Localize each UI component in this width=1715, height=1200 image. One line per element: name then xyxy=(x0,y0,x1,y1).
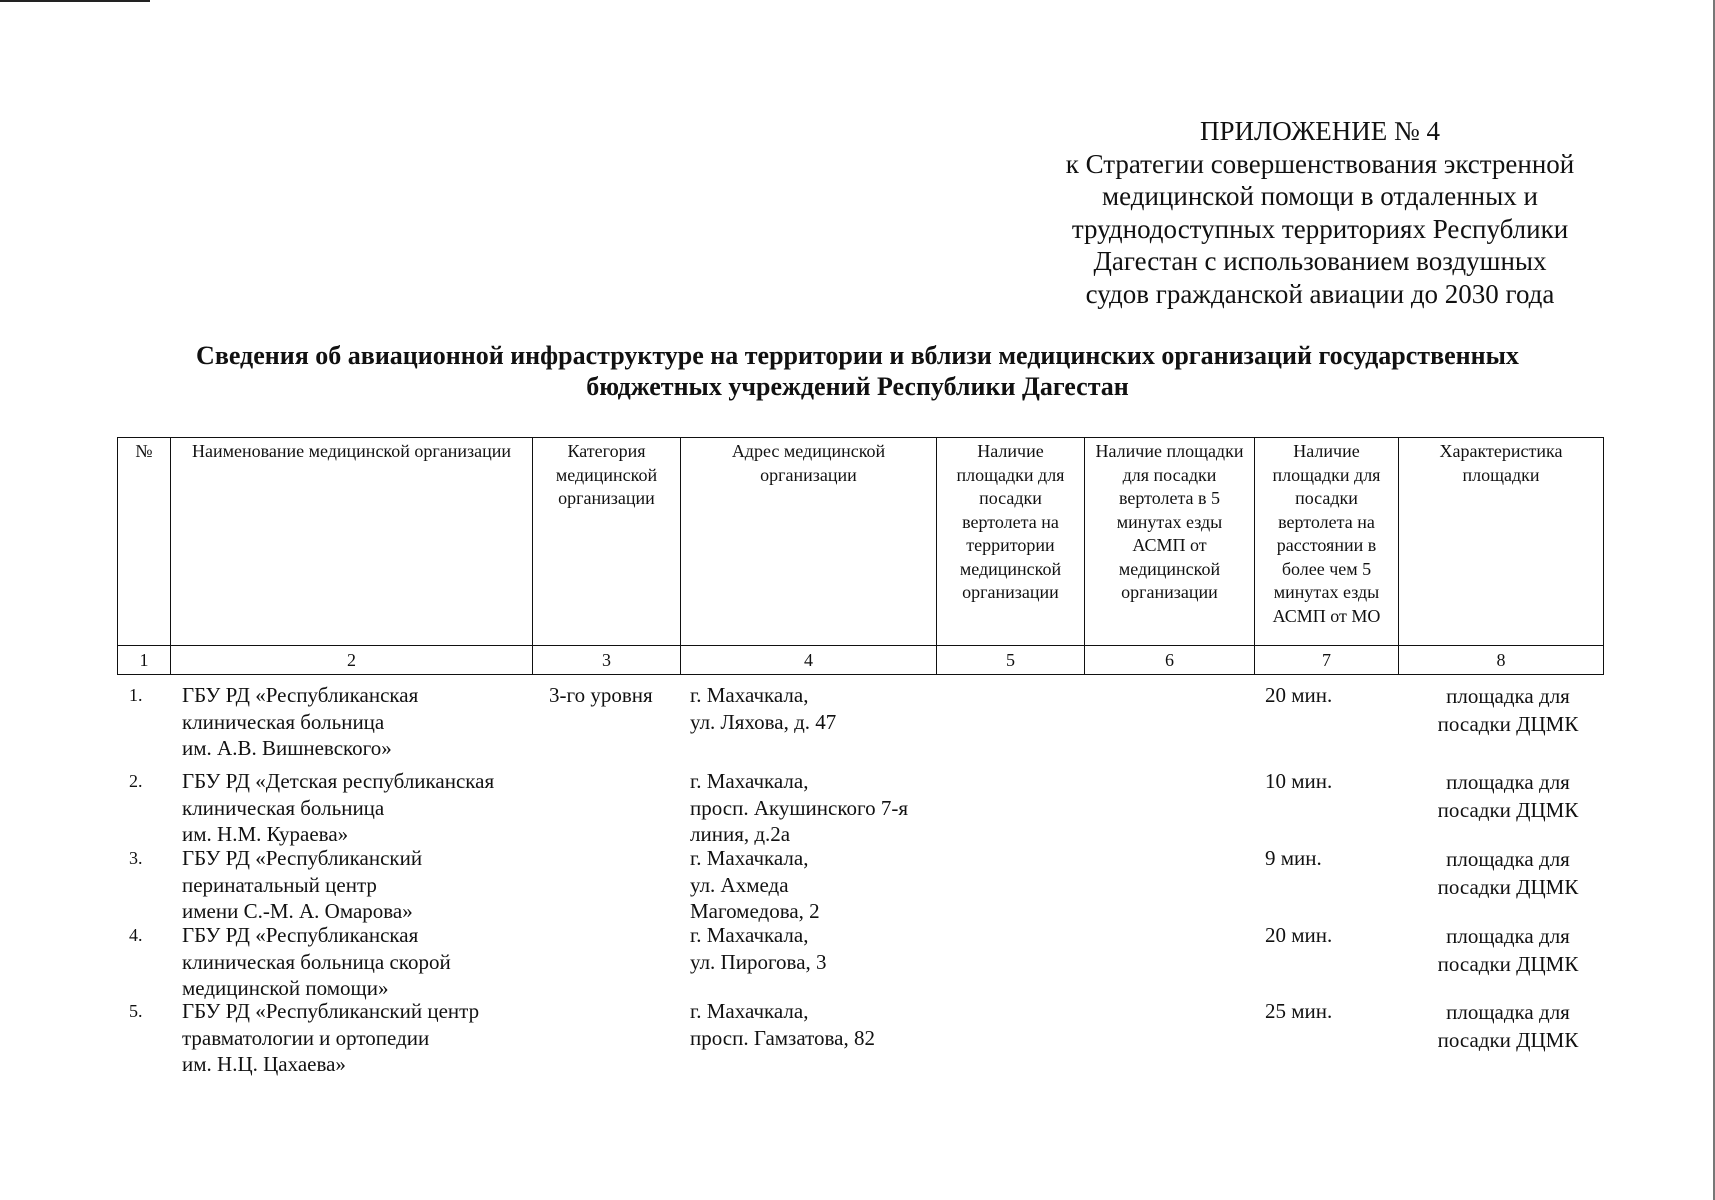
organization-address xyxy=(690,845,950,925)
row-number: 5. xyxy=(129,1001,143,1021)
organization-name-line: им. Н.Ц. Цахаева» xyxy=(182,1052,346,1076)
address-line: г. Махачкала, xyxy=(690,769,809,793)
document-title xyxy=(100,340,1615,402)
travel-time: 9 мин. xyxy=(1265,846,1322,870)
document-title-line-1: Сведения об авиационной инфраструктуре на территории и вблизи медицинских организаций государственных xyxy=(196,341,1519,370)
appendix-line: судов гражданской авиации до 2030 года xyxy=(1085,278,1555,309)
column-numbers-row xyxy=(118,646,1604,675)
appendix-line: к Стратегии совершенствования экстренной xyxy=(1065,148,1575,179)
column-number: 2 xyxy=(171,646,533,675)
address-line: просп. Гамзатова, 82 xyxy=(690,1025,875,1050)
travel-time: 10 мин. xyxy=(1265,769,1333,793)
organization-address xyxy=(690,768,950,848)
column-header-characteristic: Характеристика площадки xyxy=(1399,438,1604,646)
organization-name-line: медицинской помощи» xyxy=(182,976,389,1000)
row-number: 4. xyxy=(129,925,143,945)
column-header-address: Адрес медицинской организации xyxy=(681,438,937,646)
address-line: г. Махачкала, xyxy=(690,683,809,707)
organization-name-line: ГБУ РД «Республиканский центр xyxy=(182,999,480,1023)
travel-time: 20 мин. xyxy=(1265,683,1333,707)
organization-name-line: клиническая больница скорой xyxy=(182,949,451,974)
column-header-category: Категория медицинской организации xyxy=(533,438,681,646)
pad-characteristic xyxy=(1413,922,1603,978)
address-line: ул. Пирогова, 3 xyxy=(690,949,827,974)
column-header-name: Наименование медицинской организации xyxy=(171,438,533,646)
travel-time: 25 мин. xyxy=(1265,999,1333,1023)
characteristic-line: площадка для xyxy=(1446,847,1570,871)
organization-name-line: перинатальный центр xyxy=(182,872,377,897)
characteristic-line: площадка для xyxy=(1446,684,1570,708)
document-title-line-2: бюджетных учреждений Республики Дагестан xyxy=(586,372,1129,401)
pad-characteristic xyxy=(1413,845,1603,901)
appendix-header xyxy=(1020,115,1620,311)
characteristic-line: посадки ДЦМК xyxy=(1437,1028,1579,1052)
column-number: 5 xyxy=(937,646,1085,675)
organization-name-line: ГБУ РД «Республиканская xyxy=(182,683,419,707)
address-line: просп. Акушинского 7-я xyxy=(690,795,908,820)
pad-characteristic xyxy=(1413,998,1603,1054)
organization-name-line: имени С.-М. А. Омарова» xyxy=(182,899,413,923)
organization-name xyxy=(182,845,542,925)
characteristic-line: посадки ДЦМК xyxy=(1437,952,1579,976)
pad-characteristic xyxy=(1413,768,1603,824)
characteristic-line: площадка для xyxy=(1446,770,1570,794)
column-header-no: № xyxy=(118,438,171,646)
appendix-line: Дагестан с использованием воздушных xyxy=(1093,246,1547,277)
organization-name-line: им. Н.М. Кураева» xyxy=(182,822,349,846)
travel-time: 20 мин. xyxy=(1265,923,1333,947)
column-number: 4 xyxy=(681,646,937,675)
scan-edge-top xyxy=(0,0,150,2)
address-line: Магомедова, 2 xyxy=(690,899,820,923)
column-number: 1 xyxy=(118,646,171,675)
address-line: г. Махачкала, xyxy=(690,999,809,1023)
characteristic-line: площадка для xyxy=(1446,924,1570,948)
column-number: 6 xyxy=(1085,646,1255,675)
characteristic-line: площадка для xyxy=(1446,1000,1570,1024)
characteristic-line: посадки ДЦМК xyxy=(1437,712,1579,736)
address-line: г. Махачкала, xyxy=(690,923,809,947)
organization-address xyxy=(690,998,950,1051)
column-headers-row xyxy=(118,438,1604,646)
organization-name-line: ГБУ РД «Республиканская xyxy=(182,923,419,947)
pad-characteristic xyxy=(1413,682,1603,738)
organization-name-line: ГБУ РД «Детская республиканская xyxy=(182,769,495,793)
column-header-on-site-pad: Наличие площадки для посадки вертолета на территории медицинской организации xyxy=(937,438,1085,646)
organization-address xyxy=(690,922,950,975)
organization-name-line: клиническая больница xyxy=(182,709,385,734)
address-line: линия, д.2а xyxy=(690,822,791,846)
organization-name xyxy=(182,768,542,848)
appendix-line: труднодоступных территориях Республики xyxy=(1071,213,1569,244)
organization-name-line: клиническая больница xyxy=(182,795,385,820)
characteristic-line: посадки ДЦМК xyxy=(1437,798,1579,822)
address-line: г. Махачкала, xyxy=(690,846,809,870)
address-line: ул. Ляхова, д. 47 xyxy=(690,709,837,734)
organization-name-line: ГБУ РД «Республиканский xyxy=(182,846,423,870)
organization-name xyxy=(182,998,542,1078)
organization-address xyxy=(690,682,950,735)
column-number: 8 xyxy=(1399,646,1604,675)
table-header xyxy=(117,437,1604,675)
row-number: 1. xyxy=(129,685,143,705)
appendix-title: ПРИЛОЖЕНИЕ № 4 xyxy=(1199,116,1441,146)
column-header-pad-5min: Наличие площадки для посадки вертолета в 5 минутах езды АСМП от медицинской организации xyxy=(1085,438,1255,646)
column-number: 7 xyxy=(1255,646,1399,675)
organization-name xyxy=(182,682,542,762)
characteristic-line: посадки ДЦМК xyxy=(1437,875,1579,899)
organization-name xyxy=(182,922,542,1002)
organization-name-line: им. А.В. Вишневского» xyxy=(182,736,392,760)
column-header-pad-over-5min: Наличие площадки для посадки вертолета на расстоянии в более чем 5 минутах езды АСМП от МО xyxy=(1255,438,1399,646)
appendix-line: медицинской помощи в отдаленных и xyxy=(1102,181,1538,212)
column-number: 3 xyxy=(533,646,681,675)
row-number: 3. xyxy=(129,848,143,868)
organization-name-line: травматологии и ортопедии xyxy=(182,1025,430,1050)
organization-category: 3-го уровня xyxy=(549,683,653,707)
address-line: ул. Ахмеда xyxy=(690,872,789,897)
row-number: 2. xyxy=(129,771,143,791)
